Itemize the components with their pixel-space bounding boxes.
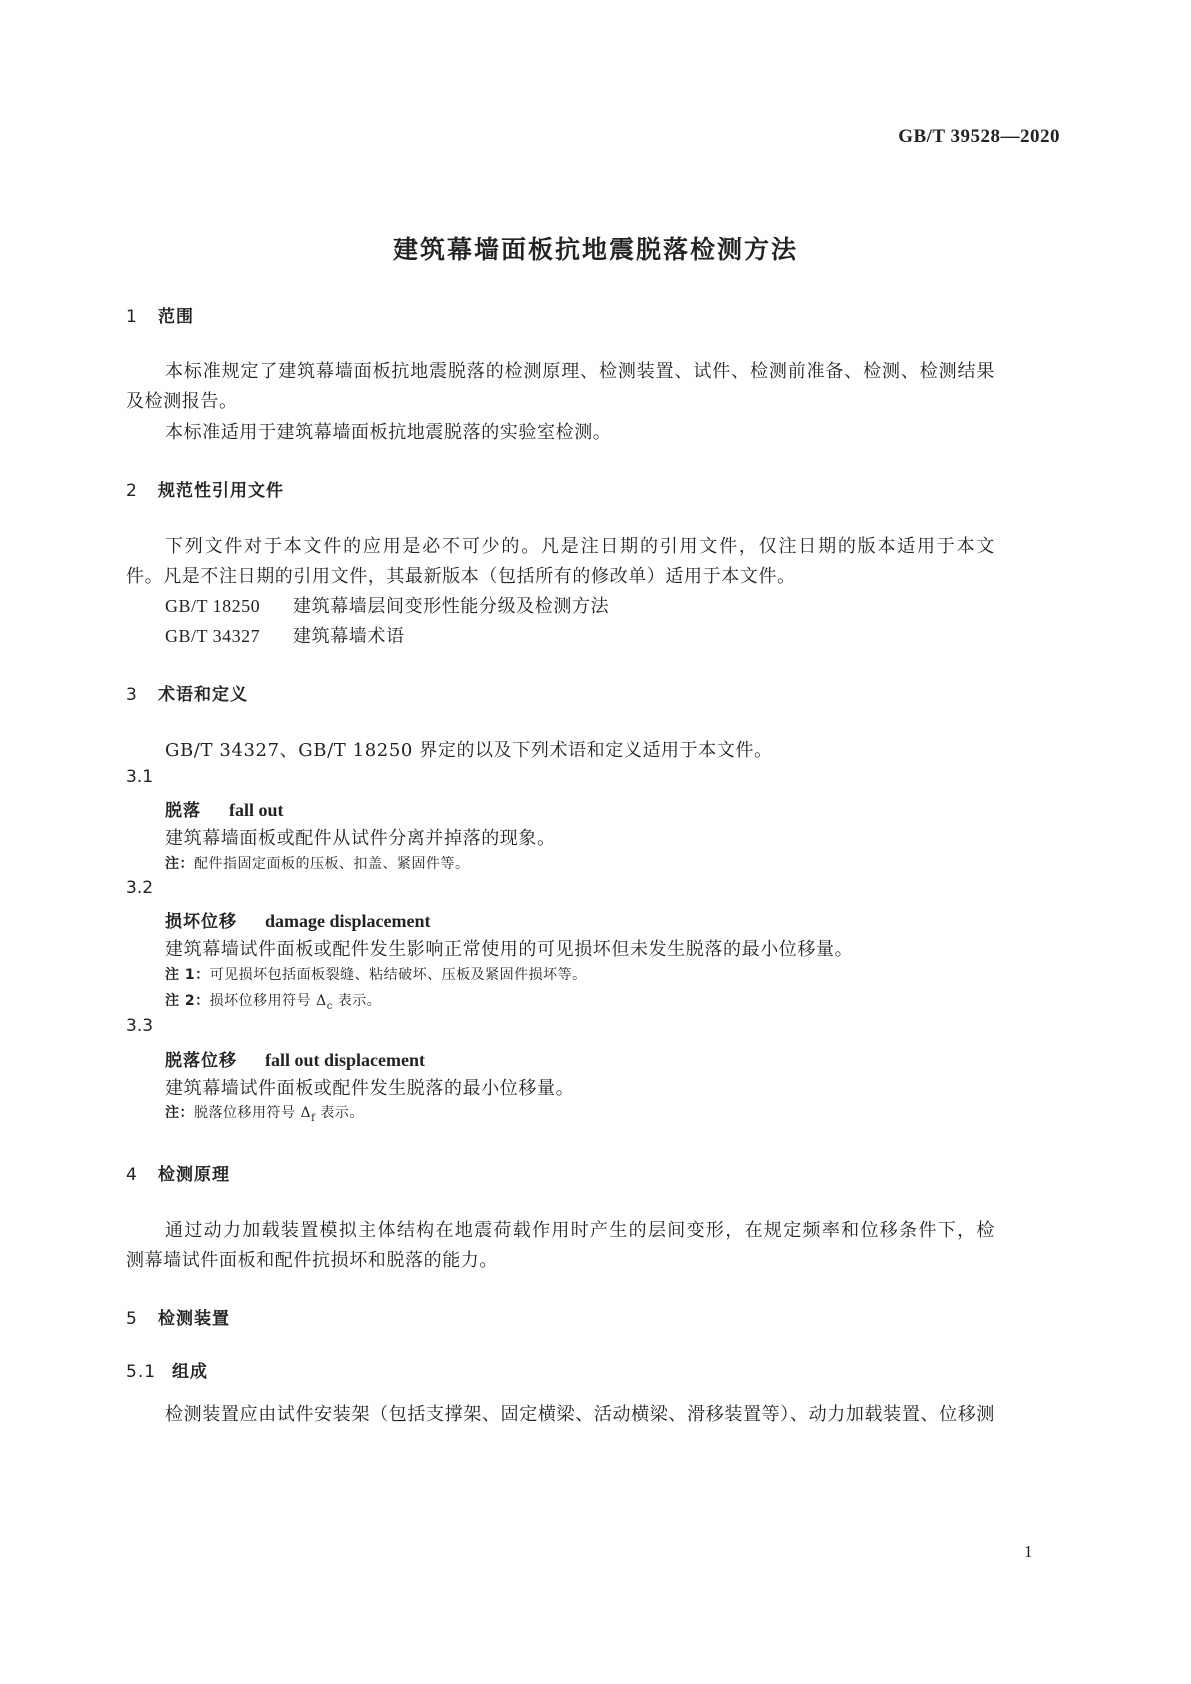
note-label: 注 1： xyxy=(165,967,210,983)
term-heading xyxy=(165,1046,425,1071)
paragraph-line: GB/T 34327、GB/T 18250 界定的以及下列术语和定义适用于本文件。 xyxy=(165,740,773,761)
standard-number: GB/T 39528—2020 xyxy=(898,126,1060,147)
note-label: 注： xyxy=(165,856,194,872)
page-number: 1 xyxy=(1024,1542,1033,1561)
term-number: 3.3 xyxy=(126,1016,154,1036)
term-en: damage displacement xyxy=(265,911,431,931)
paragraph-line: 及检测报告。 xyxy=(126,391,238,412)
note xyxy=(165,853,470,873)
note xyxy=(165,1102,364,1124)
term-cn: 脱落 xyxy=(165,801,201,821)
note-text: 表示。 xyxy=(332,993,382,1009)
section-number: 2 xyxy=(126,481,138,501)
reference-code: GB/T 18250 xyxy=(165,596,261,616)
reference-title: 建筑幕墙术语 xyxy=(293,626,405,647)
term-cn: 损坏位移 xyxy=(165,912,237,932)
term-cn: 脱落位移 xyxy=(165,1051,237,1071)
term-definition: 建筑幕墙试件面板或配件发生脱落的最小位移量。 xyxy=(165,1078,575,1099)
note-text: 损坏位移用符号 Δ xyxy=(209,993,327,1009)
section-title: 术语和定义 xyxy=(158,685,248,705)
document-title: 建筑幕墙面板抗地震脱落检测方法 xyxy=(392,235,798,264)
term-heading xyxy=(165,796,284,821)
note-text: 可见损坏包括面板裂缝、粘结破坏、压板及紧固件损坏等。 xyxy=(209,967,587,983)
term-number: 3.2 xyxy=(126,878,154,898)
paragraph-line: 检测装置应由试件安装架（包括支撑架、固定横梁、活动横梁、滑移装置等）、动力加载装置、位移测 xyxy=(165,1404,995,1425)
section-number: 1 xyxy=(126,307,138,327)
section-number: 4 xyxy=(126,1165,138,1185)
section-title: 检测原理 xyxy=(158,1165,230,1185)
paragraph-line: 本标准适用于建筑幕墙面板抗地震脱落的实验室检测。 xyxy=(165,422,612,443)
paragraph-line: 件。凡是不注日期的引用文件，其最新版本（包括所有的修改单）适用于本文件。 xyxy=(126,566,796,587)
note-label: 注 2： xyxy=(165,993,210,1009)
reference-item xyxy=(165,592,609,618)
symbol-subscript: c xyxy=(326,1000,333,1012)
section-number: 5 xyxy=(126,1309,138,1329)
note-text: 配件指固定面板的压板、扣盖、紧固件等。 xyxy=(194,856,470,872)
paragraph-line: 本标准规定了建筑幕墙面板抗地震脱落的检测原理、检测装置、试件、检测前准备、检测、检测结果 xyxy=(165,361,995,382)
reference-title: 建筑幕墙层间变形性能分级及检测方法 xyxy=(293,596,610,617)
note xyxy=(165,990,381,1012)
section-title: 检测装置 xyxy=(158,1309,230,1329)
term-heading xyxy=(165,907,431,932)
section-title: 规范性引用文件 xyxy=(158,481,284,501)
paragraph-line: 通过动力加载装置模拟主体结构在地震荷载作用时产生的层间变形，在规定频率和位移条件下，检 xyxy=(165,1220,995,1241)
paragraph-line: 下列文件对于本文件的应用是必不可少的。凡是注日期的引用文件，仅注日期的版本适用于本文 xyxy=(165,536,995,557)
term-en: fall out displacement xyxy=(265,1050,425,1070)
subsection-5-1-heading xyxy=(126,1357,208,1382)
note-text: 表示。 xyxy=(315,1105,364,1121)
section-number: 3 xyxy=(126,685,138,705)
subsection-number: 5.1 xyxy=(126,1362,157,1382)
symbol-subscript: f xyxy=(311,1112,316,1124)
note-label: 注： xyxy=(165,1105,194,1121)
paragraph-line: 测幕墙试件面板和配件抗损坏和脱落的能力。 xyxy=(126,1250,498,1271)
term-en: fall out xyxy=(229,800,284,820)
section-1-heading xyxy=(126,302,194,327)
term-definition: 建筑幕墙试件面板或配件发生影响正常使用的可见损坏但未发生脱落的最小位移量。 xyxy=(165,939,854,960)
section-3-heading xyxy=(126,680,248,705)
term-number: 3.1 xyxy=(126,767,154,787)
reference-item xyxy=(165,622,405,648)
section-2-heading xyxy=(126,476,284,501)
subsection-title: 组成 xyxy=(172,1362,208,1382)
section-4-heading xyxy=(126,1160,230,1185)
note-text: 脱落位移用符号 Δ xyxy=(194,1105,312,1121)
term-definition: 建筑幕墙面板或配件从试件分离并掉落的现象。 xyxy=(165,828,556,849)
section-title: 范围 xyxy=(158,307,194,327)
note xyxy=(165,964,587,984)
section-5-heading xyxy=(126,1304,230,1329)
reference-code: GB/T 34327 xyxy=(165,626,261,646)
